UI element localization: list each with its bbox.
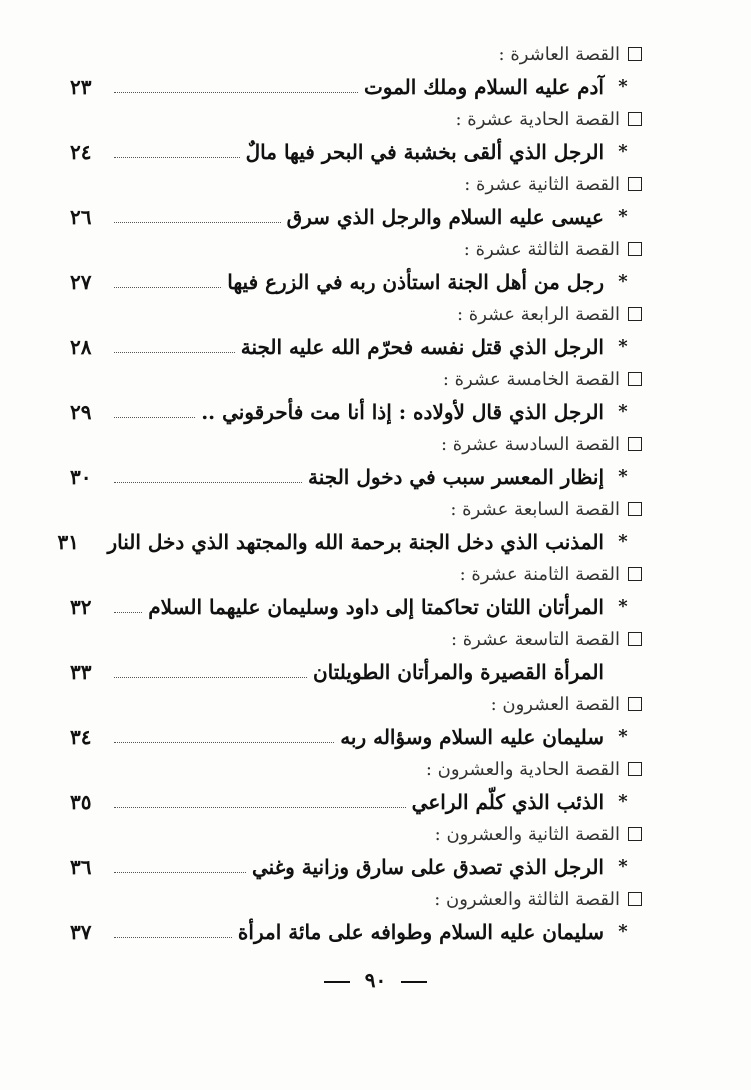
checkbox-icon	[628, 892, 642, 906]
toc-section	[57, 493, 642, 558]
toc-entry[interactable]	[70, 655, 642, 688]
story-heading-text: القصة التاسعة عشرة :	[450, 628, 620, 650]
footer-page-number: ٩٠	[364, 968, 387, 992]
story-heading	[70, 298, 642, 330]
toc-entry[interactable]	[70, 70, 642, 103]
toc-section	[70, 298, 642, 363]
entry-page-number: ٢٦	[70, 204, 92, 229]
dot-leader	[114, 287, 221, 288]
entry-page-number: ٣٥	[70, 789, 92, 814]
toc-section	[70, 233, 642, 298]
toc-section	[70, 363, 642, 428]
story-heading-text: القصة العاشرة :	[498, 43, 620, 65]
entry-title: سليمان عليه السلام وسؤاله ربه	[340, 724, 604, 749]
entry-title: عيسى عليه السلام والرجل الذي سرق	[286, 204, 604, 229]
entry-title: المرأتان اللتان تحاكمتا إلى داود وسليمان عليهما السلام	[148, 594, 604, 619]
dot-leader	[114, 417, 195, 418]
toc-entry[interactable]	[70, 590, 642, 623]
asterisk-icon: *	[618, 531, 628, 552]
entry-page-number: ٣٤	[70, 724, 92, 749]
story-heading	[70, 883, 642, 915]
entry-title: رجل من أهل الجنة استأذن ربه في الزرع فيها	[227, 269, 604, 294]
asterisk-icon: *	[618, 856, 628, 877]
toc-section	[70, 168, 642, 233]
entry-title: سليمان عليه السلام وطوافه على مائة امرأة	[237, 919, 604, 944]
checkbox-icon	[628, 632, 642, 646]
checkbox-icon	[628, 697, 642, 711]
dot-leader	[114, 937, 232, 938]
asterisk-icon: *	[618, 921, 628, 942]
footer-dash-right	[401, 981, 427, 983]
entry-title: المذنب الذي دخل الجنة برحمة الله والمجتهد الذي دخل النار	[107, 529, 604, 554]
story-heading-text: القصة الحادية عشرة :	[455, 108, 620, 130]
story-heading-text: القصة الرابعة عشرة :	[456, 303, 620, 325]
entry-page-number: ٢٩	[70, 399, 92, 424]
story-heading-text: القصة الثالثة عشرة :	[463, 238, 620, 260]
asterisk-icon: *	[618, 466, 628, 487]
entry-title: الرجل الذي قتل نفسه فحرّم الله عليه الجنة	[240, 334, 604, 359]
toc-entry[interactable]	[70, 720, 642, 753]
toc-entry[interactable]	[70, 330, 642, 363]
story-heading-text: القصة السادسة عشرة :	[440, 433, 620, 455]
checkbox-icon	[628, 437, 642, 451]
checkbox-icon	[628, 177, 642, 191]
toc-section	[70, 38, 642, 103]
toc-entry[interactable]	[70, 460, 642, 493]
asterisk-icon: *	[618, 141, 628, 162]
story-heading	[70, 233, 642, 265]
asterisk-icon: *	[618, 271, 628, 292]
toc-section	[70, 558, 642, 623]
entry-page-number: ٣٢	[70, 594, 92, 619]
asterisk-icon: *	[618, 401, 628, 422]
entry-title: الذئب الذي كلّم الراعي	[411, 789, 604, 814]
toc-section	[70, 753, 642, 818]
dot-leader	[114, 92, 358, 93]
entry-page-number: ٣٧	[70, 919, 92, 944]
toc-section	[70, 688, 642, 753]
story-heading-text: القصة الثالثة والعشرون :	[434, 888, 620, 910]
checkbox-icon	[628, 762, 642, 776]
entry-page-number: ٣٦	[70, 854, 92, 879]
story-heading-text: القصة الحادية والعشرون :	[425, 758, 620, 780]
checkbox-icon	[628, 827, 642, 841]
story-heading-text: القصة الخامسة عشرة :	[442, 368, 620, 390]
asterisk-icon: *	[618, 726, 628, 747]
story-heading-text: القصة العشرون :	[490, 693, 620, 715]
entry-page-number: ٢٣	[70, 74, 92, 99]
story-heading	[70, 688, 642, 720]
checkbox-icon	[628, 372, 642, 386]
story-heading	[70, 493, 642, 525]
toc-section	[70, 623, 642, 688]
toc-section	[70, 818, 642, 883]
story-heading-text: القصة الثامنة عشرة :	[459, 563, 620, 585]
dot-leader	[114, 677, 307, 678]
checkbox-icon	[628, 502, 642, 516]
asterisk-icon: *	[618, 76, 628, 97]
checkbox-icon	[628, 112, 642, 126]
entry-title: الرجل الذي ألقى بخشبة في البحر فيها مالٌ	[245, 139, 604, 164]
dot-leader	[114, 352, 235, 353]
story-heading	[70, 363, 642, 395]
entry-title: آدم عليه السلام وملك الموت	[363, 74, 604, 99]
entry-title: الرجل الذي تصدق على سارق وزانية وغني	[252, 854, 604, 879]
story-heading	[70, 103, 642, 135]
toc-entry[interactable]	[70, 915, 642, 948]
checkbox-icon	[628, 47, 642, 61]
table-of-contents	[57, 38, 642, 948]
toc-section	[70, 883, 642, 948]
toc-entry[interactable]	[70, 850, 642, 883]
dot-leader	[114, 482, 302, 483]
dot-leader	[114, 872, 246, 873]
story-heading-text: القصة السابعة عشرة :	[450, 498, 620, 520]
entry-title: المرأة القصيرة والمرأتان الطويلتان	[312, 659, 604, 684]
story-heading	[70, 168, 642, 200]
entry-page-number: ٣١	[57, 529, 79, 554]
asterisk-icon: *	[618, 791, 628, 812]
toc-entry[interactable]	[70, 785, 642, 818]
toc-entry[interactable]	[70, 265, 642, 298]
toc-entry[interactable]	[70, 135, 642, 168]
dot-leader	[114, 612, 142, 613]
dot-leader	[114, 222, 281, 223]
entry-title: الرجل الذي قال لأولاده : إذا أنا مت فأحرقوني ..	[201, 399, 604, 424]
story-heading	[70, 558, 642, 590]
dot-leader	[114, 157, 240, 158]
entry-page-number: ٢٨	[70, 334, 92, 359]
story-heading-text: القصة الثانية والعشرون :	[434, 823, 620, 845]
page-footer	[0, 968, 751, 992]
entry-page-number: ٢٧	[70, 269, 92, 294]
entry-title: إنظار المعسر سبب في دخول الجنة	[308, 464, 604, 489]
story-heading-text: القصة الثانية عشرة :	[464, 173, 620, 195]
toc-entry[interactable]	[70, 200, 642, 233]
footer-dash-left	[324, 981, 350, 983]
toc-entry[interactable]	[70, 395, 642, 428]
entry-page-number: ٣٣	[70, 659, 92, 684]
entry-page-number: ٣٠	[70, 464, 92, 489]
checkbox-icon	[628, 307, 642, 321]
asterisk-icon: *	[618, 336, 628, 357]
story-heading	[70, 623, 642, 655]
dot-leader	[114, 807, 406, 808]
checkbox-icon	[628, 567, 642, 581]
entry-page-number: ٢٤	[70, 139, 92, 164]
asterisk-icon: *	[618, 596, 628, 617]
toc-section	[70, 428, 642, 493]
toc-section	[70, 103, 642, 168]
dot-leader	[114, 742, 334, 743]
story-heading	[70, 818, 642, 850]
checkbox-icon	[628, 242, 642, 256]
story-heading	[70, 38, 642, 70]
toc-entry[interactable]	[57, 525, 642, 558]
asterisk-icon: *	[618, 206, 628, 227]
story-heading	[70, 428, 642, 460]
story-heading	[70, 753, 642, 785]
